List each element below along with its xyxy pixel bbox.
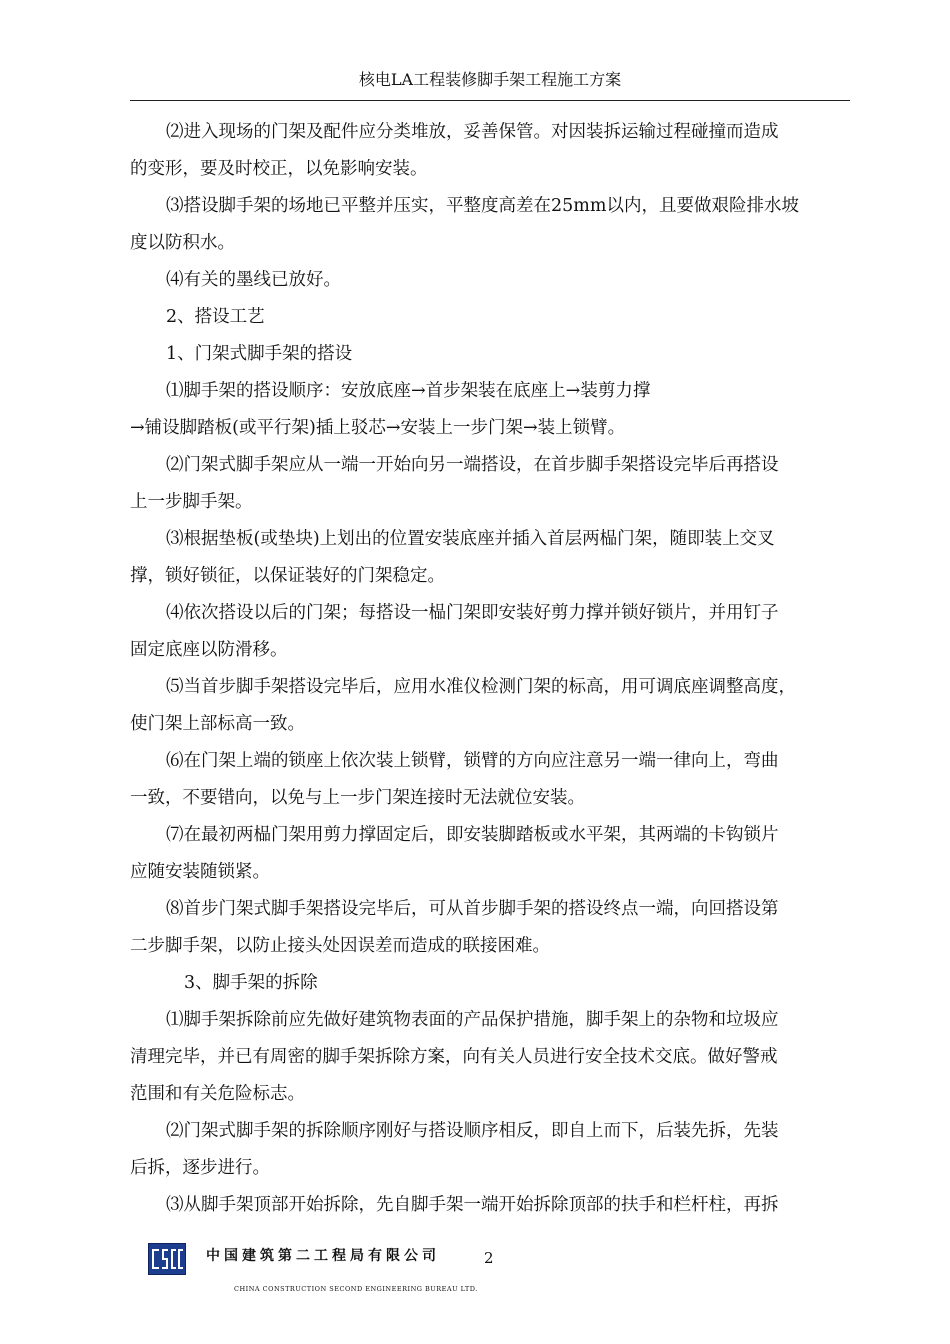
document-title: 核电LA工程装修脚手架工程施工方案 (358, 70, 622, 89)
paragraph-line: 范围和有关危险标志。 (130, 1084, 305, 1104)
paragraph-line: 应随安装随锁紧。 (130, 862, 270, 882)
paragraph-line: 清理完毕，并已有周密的脚手架拆除方案，向有关人员进行安全技术交底。做好警戒 (130, 1047, 778, 1067)
page-header (130, 68, 850, 101)
paragraph-line: ⑵进入现场的门架及配件应分类堆放，妥善保管。对因装拆运输过程碰撞而造成 (166, 122, 779, 142)
paragraph-line: ⑸当首步脚手架搭设完毕后，应用水准仪检测门架的标高，用可调底座调整高度， (166, 677, 796, 697)
paragraph-line: ⑴脚手架的搭设顺序：安放底座→首步架装在底座上→装剪力撑 (166, 381, 651, 401)
paragraph-line: 1、门架式脚手架的搭设 (166, 344, 353, 364)
paragraph-line: →铺设脚踏板(或平行架)插上驳芯→安装上一步门架→装上锁臂。 (130, 418, 626, 438)
footer-company-name-en: CHINA CONSTRUCTION SECOND ENGINEERING BUREAU LTD. (234, 1285, 478, 1293)
paragraph-line: 固定底座以防滑移。 (130, 640, 288, 660)
paragraph-line: ⑶从脚手架顶部开始拆除，先自脚手架一端开始拆除顶部的扶手和栏杆柱，再拆 (166, 1195, 779, 1215)
paragraph-line: 一致，不要错向，以免与上一步门架连接时无法就位安装。 (130, 788, 585, 808)
paragraph-line: 上一步脚手架。 (130, 492, 253, 512)
paragraph-line: 使门架上部标高一致。 (130, 714, 305, 734)
cscec-logo-icon (148, 1243, 186, 1275)
paragraph-line: ⑵门架式脚手架的拆除顺序刚好与搭设顺序相反，即自上而下，后装先拆，先装 (166, 1121, 779, 1141)
paragraph-line: ⑺在最初两榀门架用剪力撑固定后，即安装脚踏板或水平架，其两端的卡钩锁片 (166, 825, 779, 845)
paragraph-line: ⑷有关的墨线已放好。 (166, 270, 341, 290)
page-number: 2 (484, 1249, 494, 1267)
paragraph-line: 后拆，逐步进行。 (130, 1158, 270, 1178)
paragraph-line: ⑹在门架上端的锁座上依次装上锁臂，锁臂的方向应注意另一端一律向上，弯曲 (166, 751, 779, 771)
paragraph-line: ⑻首步门架式脚手架搭设完毕后，可从首步脚手架的搭设终点一端，向回搭设第 (166, 899, 779, 919)
paragraph-line: 3、脚手架的拆除 (184, 973, 318, 993)
paragraph-line: 2、搭设工艺 (166, 307, 265, 327)
paragraph-line: 撑，锁好锁征，以保证装好的门架稳定。 (130, 566, 445, 586)
paragraph-line: 的变形，要及时校正，以免影响安装。 (130, 159, 428, 179)
paragraph-line: ⑵门架式脚手架应从一端一开始向另一端搭设，在首步脚手架搭设完毕后再搭设 (166, 455, 779, 475)
paragraph-line: 二步脚手架，以防止接头处因误差而造成的联接困难。 (130, 936, 550, 956)
document-body (130, 114, 850, 1224)
footer-company-name: 中国建筑第二工程局有限公司 (206, 1248, 440, 1264)
paragraph-line: ⑶根据垫板(或垫块)上划出的位置安装底座并插入首层两榀门架，随即装上交叉 (166, 529, 775, 549)
paragraph-line: ⑷依次搭设以后的门架；每搭设一榀门架即安装好剪力撑并锁好锁片，并用钉子 (166, 603, 779, 623)
paragraph-line: 度以防积水。 (130, 233, 235, 253)
paragraph-line: ⑶搭设脚手架的场地已平整并压实，平整度高差在25mm以内，且要做艰险排水坡 (166, 196, 799, 216)
paragraph-line: ⑴脚手架拆除前应先做好建筑物表面的产品保护措施，脚手架上的杂物和垃圾应 (166, 1010, 779, 1030)
